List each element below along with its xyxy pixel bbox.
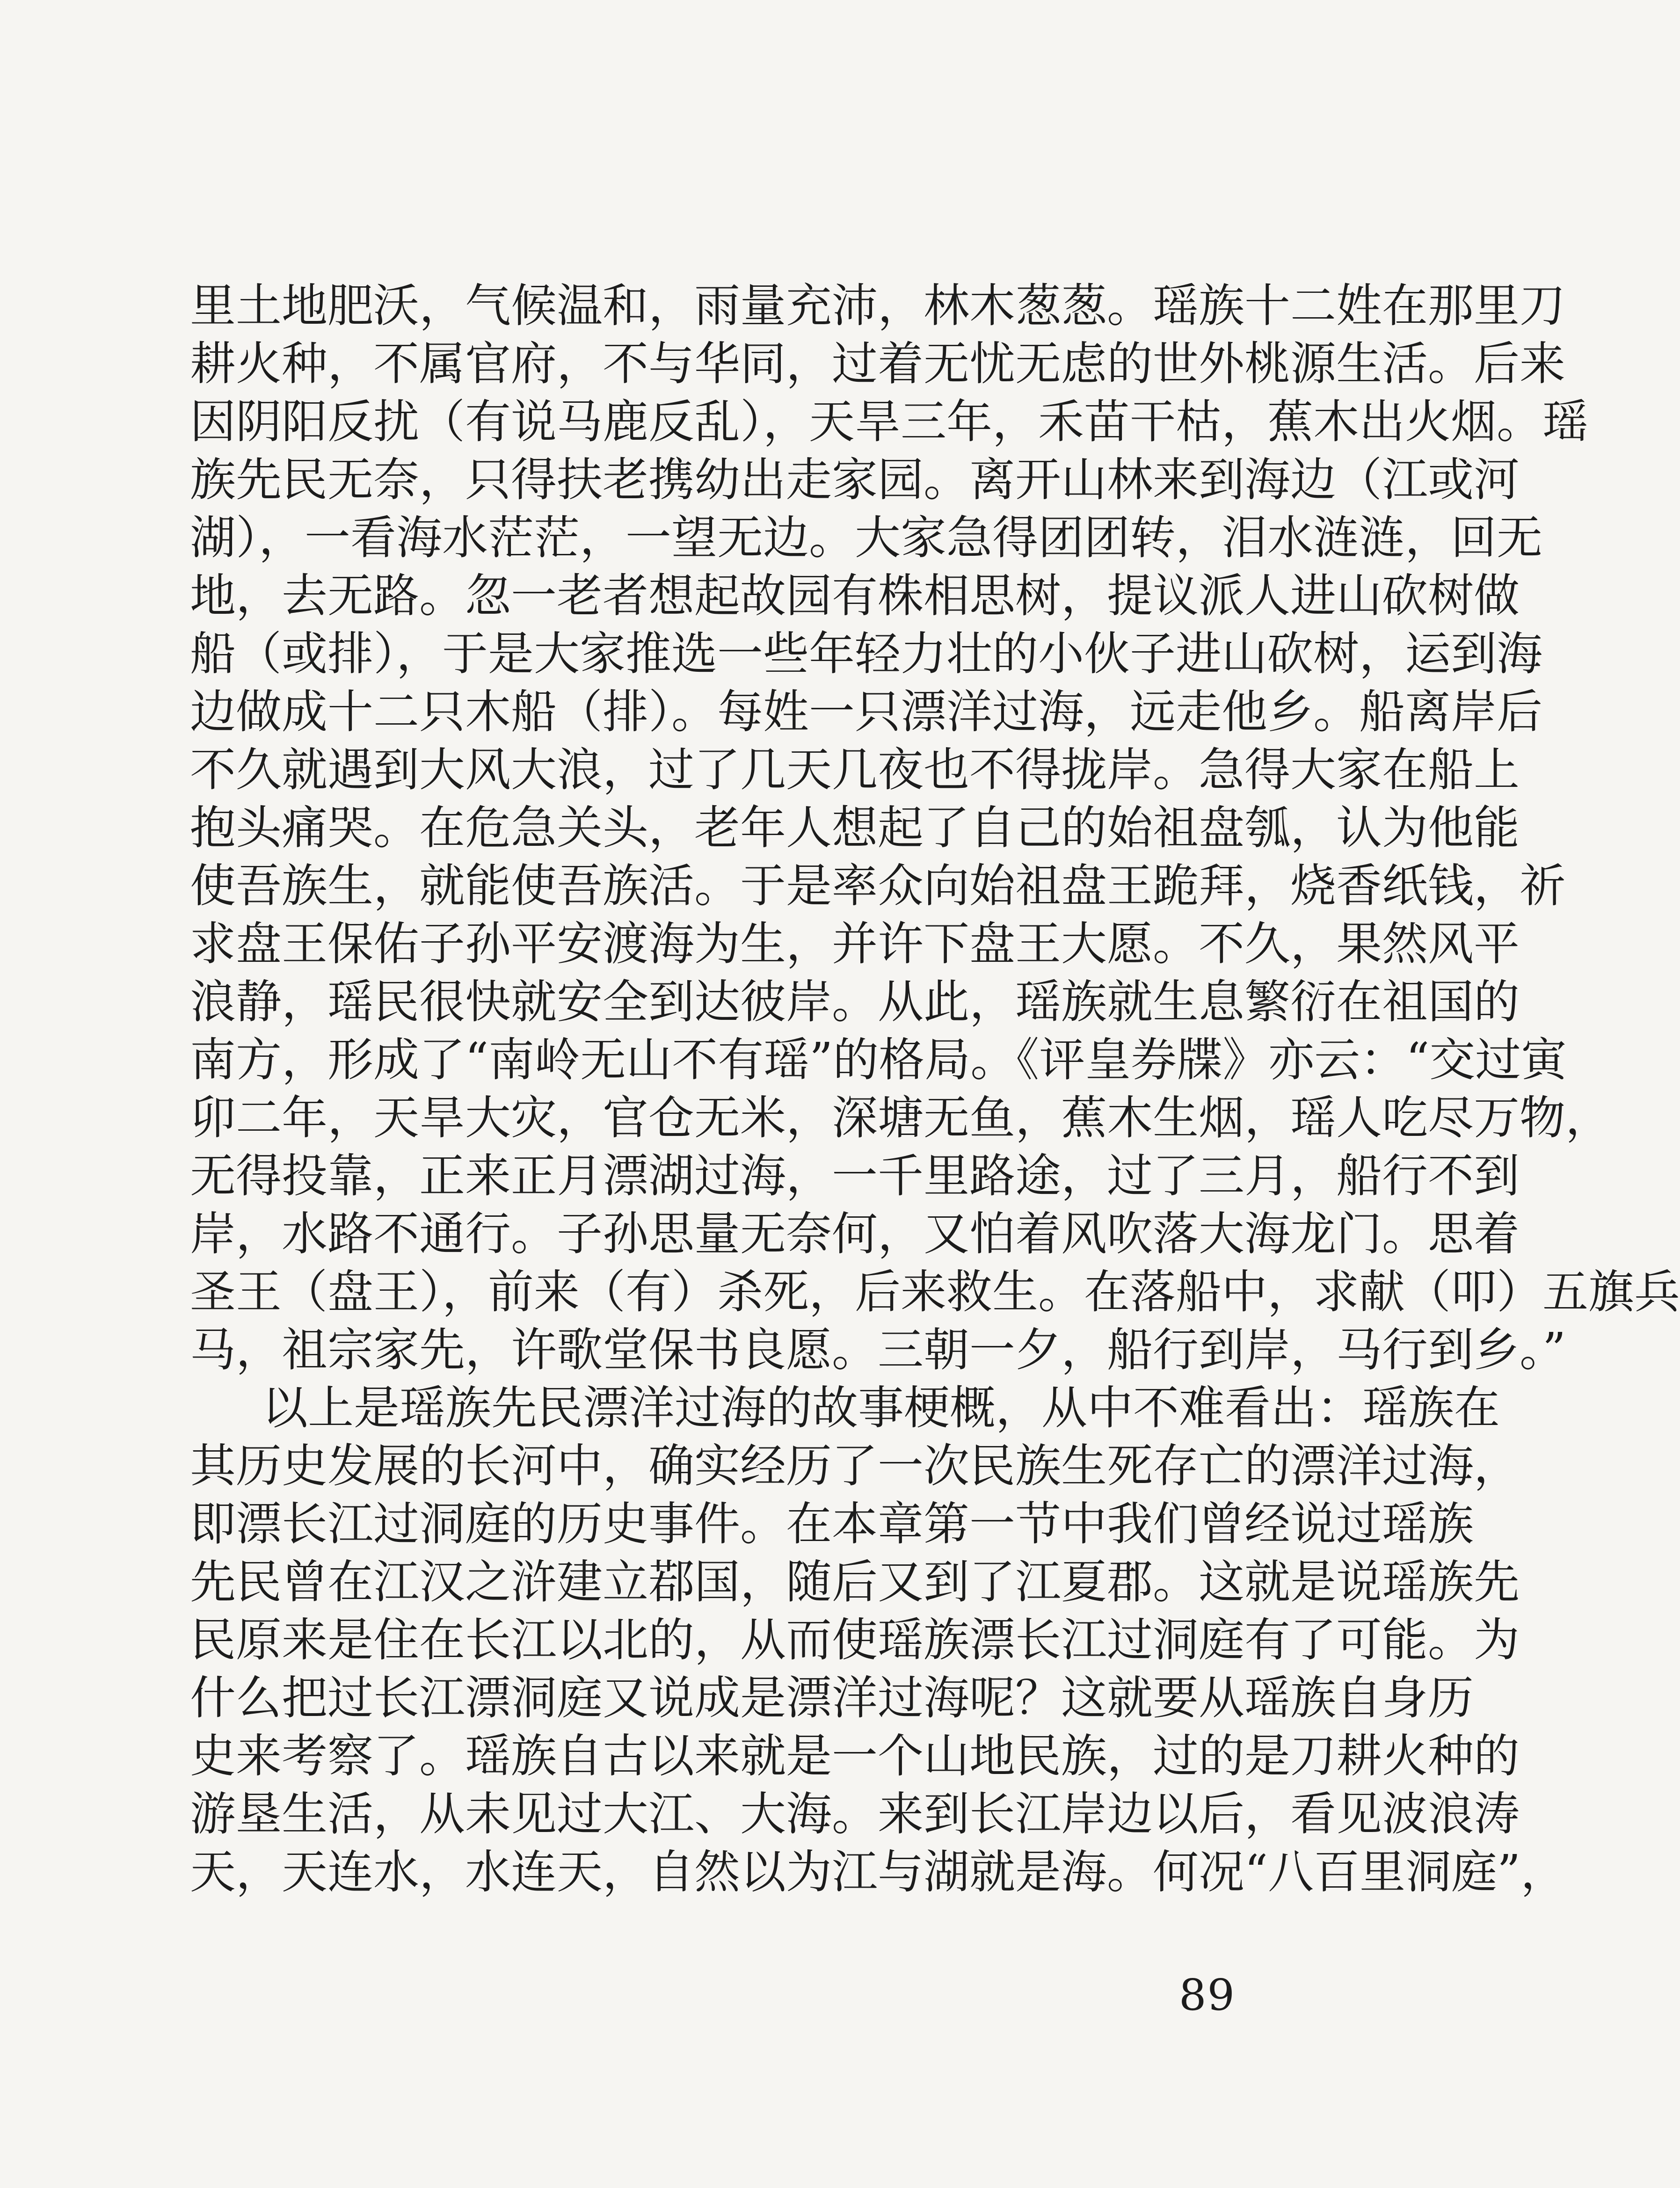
text-line-11: 使吾族生，就能使吾族活。于是率众向始祖盘王跪拜，烧香纸钱，祈	[190, 859, 1566, 913]
text-line-23: 先民曾在江汉之浒建立鄀国，随后又到了江夏郡。这就是说瑶族先	[190, 1556, 1520, 1609]
text-line-8: 边做成十二只木船（排）。每姓一只漂洋过海，远走他乡。船离岸后	[190, 685, 1543, 739]
text-line-24: 民原来是住在长江以北的，从而使瑶族漂长江过洞庭有了可能。为	[190, 1614, 1520, 1667]
paragraph-start-line: 以上是瑶族先民漂洋过海的故事梗概，从中不难看出：瑶族在	[262, 1381, 1500, 1435]
text-line-12: 求盘王保佑子孙平安渡海为生，并许下盘王大愿。不久，果然风平	[190, 917, 1520, 971]
text-line-14: 南方，形成了“南岭无山不有瑶”的格局。《评皇券牒》亦云：“交过寅	[190, 1033, 1567, 1087]
text-line-3: 因阴阳反扰（有说马鹿反乱），天旱三年，禾苗干枯，蕉木出火烟。瑶	[190, 395, 1589, 449]
text-line-27: 游垦生活，从未见过大江、大海。来到长江岸边以后，看见波浪涛	[190, 1788, 1520, 1841]
text-line-22: 即漂长江过洞庭的历史事件。在本章第一节中我们曾经说过瑶族	[190, 1497, 1474, 1551]
text-line-6: 地，去无路。忽一老者想起故园有株相思树，提议派人进山砍树做	[190, 569, 1520, 623]
text-line-28: 天，天连水，水连天，自然以为江与湖就是海。何况“八百里洞庭”，	[190, 1846, 1567, 1899]
text-line-5: 湖），一看海水茫茫，一望无边。大家急得团团转，泪水涟涟，回无	[190, 511, 1543, 565]
text-line-19: 马，祖宗家先，许歌堂保书良愿。三朝一夕，船行到岸，马行到乡。”	[190, 1323, 1566, 1377]
text-line-21: 其历史发展的长河中，确实经历了一次民族生死存亡的漂洋过海，	[190, 1439, 1520, 1493]
text-line-7: 船（或排），于是大家推选一些年轻力壮的小伙子进山砍树，运到海	[190, 627, 1543, 681]
text-line-17: 岸，水路不通行。子孙思量无奈何，又怕着风吹落大海龙门。思着	[190, 1207, 1520, 1261]
text-line-13: 浪静，瑶民很快就安全到达彼岸。从此，瑶族就生息繁衍在祖国的	[190, 975, 1520, 1029]
text-line-2: 耕火种，不属官府，不与华同，过着无忧无虑的世外桃源生活。后来	[190, 337, 1566, 391]
text-line-25: 什么把过长江漂洞庭又说成是漂洋过海呢？这就要从瑶族自身历	[190, 1672, 1474, 1725]
text-line-16: 无得投靠，正来正月漂湖过海，一千里路途，过了三月，船行不到	[190, 1149, 1520, 1203]
text-line-9: 不久就遇到大风大浪，过了几天几夜也不得拢岸。急得大家在船上	[190, 743, 1520, 797]
text-line-4: 族先民无奈，只得扶老携幼出走家园。离开山林来到海边（江或河	[190, 453, 1520, 507]
text-line-15: 卯二年，天旱大灾，官仓无米，深塘无鱼，蕉木生烟，瑶人吃尽万物，	[190, 1091, 1612, 1145]
text-line-10: 抱头痛哭。在危急关头，老年人想起了自己的始祖盘瓠，认为他能	[190, 801, 1520, 855]
text-line-1: 里土地肥沃，气候温和，雨量充沛，林木葱葱。瑶族十二姓在那里刀	[190, 279, 1566, 333]
text-line-26: 史来考察了。瑶族自古以来就是一个山地民族，过的是刀耕火种的	[190, 1730, 1520, 1783]
text-line-18: 圣王（盘王），前来（有）杀死，后来救生。在落船中，求献（叩）五旗兵	[190, 1265, 1680, 1319]
page-number: 89	[1179, 1970, 1236, 2020]
